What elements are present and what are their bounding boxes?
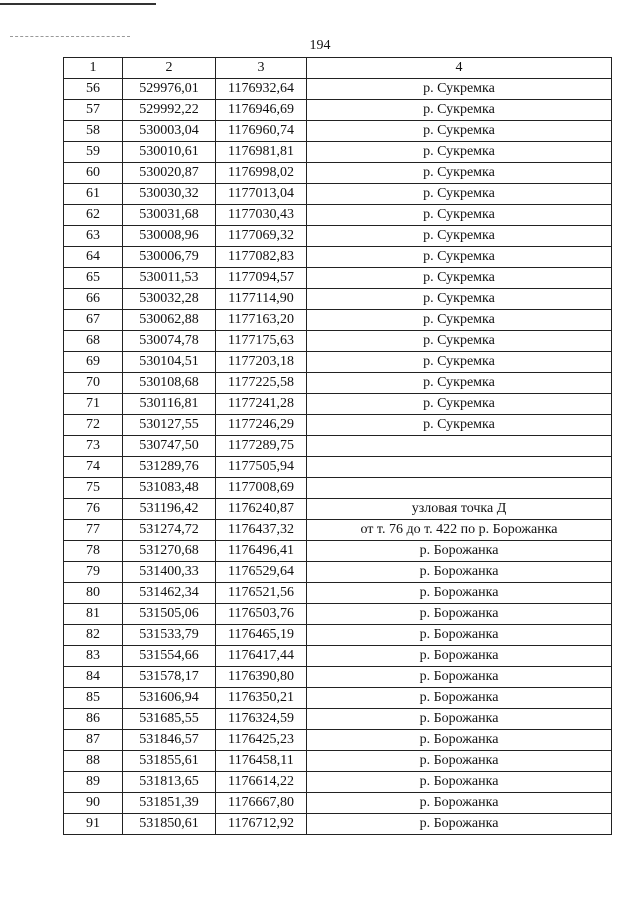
- cell-description: р. Борожанка: [307, 625, 612, 646]
- cell-x-coordinate: 531846,57: [123, 730, 216, 751]
- cell-x-coordinate: 530074,78: [123, 331, 216, 352]
- cell-x-coordinate: 530127,55: [123, 415, 216, 436]
- table-row: [64, 709, 612, 730]
- cell-x-coordinate: 531850,61: [123, 814, 216, 835]
- cell-y-coordinate: 1176960,74: [216, 121, 307, 142]
- cell-y-coordinate: 1176390,80: [216, 667, 307, 688]
- cell-description: р. Сукремка: [307, 247, 612, 268]
- cell-description: р. Борожанка: [307, 730, 612, 751]
- cell-point-number: 76: [64, 499, 123, 520]
- cell-x-coordinate: 530003,04: [123, 121, 216, 142]
- cell-y-coordinate: 1177203,18: [216, 352, 307, 373]
- cell-point-number: 65: [64, 268, 123, 289]
- table-body: [64, 79, 612, 835]
- cell-x-coordinate: 531400,33: [123, 562, 216, 583]
- cell-point-number: 89: [64, 772, 123, 793]
- cell-y-coordinate: 1177030,43: [216, 205, 307, 226]
- cell-y-coordinate: 1176417,44: [216, 646, 307, 667]
- table-row: [64, 100, 612, 121]
- cell-x-coordinate: 531855,61: [123, 751, 216, 772]
- table-row: [64, 331, 612, 352]
- column-header-x: 2: [123, 58, 216, 79]
- cell-description: р. Борожанка: [307, 751, 612, 772]
- page-number: 194: [309, 38, 331, 53]
- cell-x-coordinate: 531533,79: [123, 625, 216, 646]
- cell-description: р. Борожанка: [307, 709, 612, 730]
- cell-x-coordinate: 531462,34: [123, 583, 216, 604]
- cell-point-number: 75: [64, 478, 123, 499]
- cell-point-number: 63: [64, 226, 123, 247]
- table-row: [64, 562, 612, 583]
- cell-x-coordinate: 529992,22: [123, 100, 216, 121]
- column-header-y: 3: [216, 58, 307, 79]
- cell-point-number: 82: [64, 625, 123, 646]
- table-row: [64, 583, 612, 604]
- cell-point-number: 71: [64, 394, 123, 415]
- cell-point-number: 68: [64, 331, 123, 352]
- cell-y-coordinate: 1177013,04: [216, 184, 307, 205]
- cell-point-number: 70: [64, 373, 123, 394]
- cell-x-coordinate: 531606,94: [123, 688, 216, 709]
- table-row: [64, 520, 612, 541]
- cell-description: р. Сукремка: [307, 184, 612, 205]
- cell-point-number: 62: [64, 205, 123, 226]
- cell-point-number: 56: [64, 79, 123, 100]
- column-header-description: 4: [307, 58, 612, 79]
- cell-y-coordinate: 1176350,21: [216, 688, 307, 709]
- cell-x-coordinate: 530006,79: [123, 247, 216, 268]
- cell-y-coordinate: 1177094,57: [216, 268, 307, 289]
- cell-x-coordinate: 531505,06: [123, 604, 216, 625]
- cell-y-coordinate: 1176712,92: [216, 814, 307, 835]
- cell-description: р. Сукремка: [307, 142, 612, 163]
- cell-x-coordinate: 531851,39: [123, 793, 216, 814]
- table-row: [64, 163, 612, 184]
- cell-y-coordinate: 1176667,80: [216, 793, 307, 814]
- coordinates-table: [63, 57, 612, 835]
- table-row: [64, 751, 612, 772]
- cell-x-coordinate: 531289,76: [123, 457, 216, 478]
- cell-y-coordinate: 1176521,56: [216, 583, 307, 604]
- cell-description: р. Сукремка: [307, 79, 612, 100]
- table-row: [64, 793, 612, 814]
- table-row: [64, 541, 612, 562]
- cell-description: р. Борожанка: [307, 688, 612, 709]
- cell-y-coordinate: 1176458,11: [216, 751, 307, 772]
- cell-point-number: 60: [64, 163, 123, 184]
- cell-description: р. Борожанка: [307, 814, 612, 835]
- cell-point-number: 81: [64, 604, 123, 625]
- cell-y-coordinate: 1177289,75: [216, 436, 307, 457]
- table-row: [64, 457, 612, 478]
- cell-point-number: 69: [64, 352, 123, 373]
- cell-point-number: 66: [64, 289, 123, 310]
- cell-y-coordinate: 1177163,20: [216, 310, 307, 331]
- table-row: [64, 478, 612, 499]
- cell-x-coordinate: 530032,28: [123, 289, 216, 310]
- cell-description: р. Сукремка: [307, 100, 612, 121]
- table-row: [64, 310, 612, 331]
- cell-point-number: 72: [64, 415, 123, 436]
- header-dashed-rule: [10, 36, 130, 37]
- cell-y-coordinate: 1176529,64: [216, 562, 307, 583]
- cell-y-coordinate: 1176503,76: [216, 604, 307, 625]
- cell-y-coordinate: 1176998,02: [216, 163, 307, 184]
- cell-x-coordinate: 531083,48: [123, 478, 216, 499]
- table-row: [64, 352, 612, 373]
- cell-x-coordinate: 529976,01: [123, 79, 216, 100]
- cell-y-coordinate: 1176465,19: [216, 625, 307, 646]
- cell-y-coordinate: 1177008,69: [216, 478, 307, 499]
- cell-description: р. Борожанка: [307, 667, 612, 688]
- cell-y-coordinate: 1176324,59: [216, 709, 307, 730]
- table-row: [64, 436, 612, 457]
- cell-point-number: 87: [64, 730, 123, 751]
- table-row: [64, 604, 612, 625]
- cell-x-coordinate: 530020,87: [123, 163, 216, 184]
- cell-y-coordinate: 1176981,81: [216, 142, 307, 163]
- cell-description: [307, 478, 612, 499]
- cell-description: р. Борожанка: [307, 646, 612, 667]
- table-row: [64, 268, 612, 289]
- cell-point-number: 80: [64, 583, 123, 604]
- table-row: [64, 394, 612, 415]
- cell-description: р. Сукремка: [307, 310, 612, 331]
- cell-point-number: 73: [64, 436, 123, 457]
- table-row: [64, 289, 612, 310]
- cell-y-coordinate: 1177241,28: [216, 394, 307, 415]
- cell-point-number: 61: [64, 184, 123, 205]
- header-rule: [0, 3, 156, 5]
- cell-x-coordinate: 530108,68: [123, 373, 216, 394]
- cell-description: р. Борожанка: [307, 583, 612, 604]
- cell-y-coordinate: 1177175,63: [216, 331, 307, 352]
- cell-point-number: 78: [64, 541, 123, 562]
- cell-point-number: 57: [64, 100, 123, 121]
- cell-description: [307, 436, 612, 457]
- cell-y-coordinate: 1176425,23: [216, 730, 307, 751]
- table-row: [64, 121, 612, 142]
- table-row: [64, 772, 612, 793]
- cell-y-coordinate: 1176437,32: [216, 520, 307, 541]
- cell-description: р. Борожанка: [307, 541, 612, 562]
- cell-point-number: 64: [64, 247, 123, 268]
- cell-x-coordinate: 530011,53: [123, 268, 216, 289]
- cell-y-coordinate: 1177505,94: [216, 457, 307, 478]
- cell-description: р. Борожанка: [307, 604, 612, 625]
- cell-x-coordinate: 530062,88: [123, 310, 216, 331]
- cell-x-coordinate: 530747,50: [123, 436, 216, 457]
- cell-x-coordinate: 530010,61: [123, 142, 216, 163]
- cell-description: р. Сукремка: [307, 163, 612, 184]
- cell-point-number: 88: [64, 751, 123, 772]
- cell-x-coordinate: 530030,32: [123, 184, 216, 205]
- table-row: [64, 226, 612, 247]
- cell-description: р. Сукремка: [307, 226, 612, 247]
- cell-y-coordinate: 1177114,90: [216, 289, 307, 310]
- cell-point-number: 58: [64, 121, 123, 142]
- cell-x-coordinate: 530008,96: [123, 226, 216, 247]
- cell-point-number: 90: [64, 793, 123, 814]
- cell-y-coordinate: 1177225,58: [216, 373, 307, 394]
- cell-y-coordinate: 1176240,87: [216, 499, 307, 520]
- cell-y-coordinate: 1176496,41: [216, 541, 307, 562]
- cell-description: р. Сукремка: [307, 289, 612, 310]
- cell-y-coordinate: 1177082,83: [216, 247, 307, 268]
- cell-x-coordinate: 531270,68: [123, 541, 216, 562]
- cell-x-coordinate: 531578,17: [123, 667, 216, 688]
- table-row: [64, 667, 612, 688]
- table-row: [64, 499, 612, 520]
- cell-y-coordinate: 1177069,32: [216, 226, 307, 247]
- cell-description: р. Борожанка: [307, 793, 612, 814]
- cell-point-number: 74: [64, 457, 123, 478]
- cell-x-coordinate: 531274,72: [123, 520, 216, 541]
- table-row: [64, 814, 612, 835]
- cell-point-number: 84: [64, 667, 123, 688]
- table-row: [64, 415, 612, 436]
- cell-description: р. Сукремка: [307, 394, 612, 415]
- cell-x-coordinate: 530104,51: [123, 352, 216, 373]
- cell-point-number: 86: [64, 709, 123, 730]
- table-row: [64, 247, 612, 268]
- table-row: [64, 646, 612, 667]
- cell-y-coordinate: 1176614,22: [216, 772, 307, 793]
- cell-x-coordinate: 531685,55: [123, 709, 216, 730]
- table-row: [64, 79, 612, 100]
- table-row: [64, 184, 612, 205]
- cell-x-coordinate: 531196,42: [123, 499, 216, 520]
- cell-description: р. Сукремка: [307, 268, 612, 289]
- cell-y-coordinate: 1176946,69: [216, 100, 307, 121]
- cell-description: от т. 76 до т. 422 по р. Борожанка: [307, 520, 612, 541]
- cell-description: р. Борожанка: [307, 562, 612, 583]
- cell-point-number: 91: [64, 814, 123, 835]
- cell-point-number: 85: [64, 688, 123, 709]
- cell-point-number: 59: [64, 142, 123, 163]
- cell-description: р. Сукремка: [307, 415, 612, 436]
- column-header-point-number: 1: [64, 58, 123, 79]
- cell-description: р. Сукремка: [307, 373, 612, 394]
- cell-x-coordinate: 531554,66: [123, 646, 216, 667]
- table-row: [64, 142, 612, 163]
- cell-x-coordinate: 531813,65: [123, 772, 216, 793]
- cell-y-coordinate: 1176932,64: [216, 79, 307, 100]
- table-row: [64, 205, 612, 226]
- cell-point-number: 79: [64, 562, 123, 583]
- cell-description: [307, 457, 612, 478]
- cell-point-number: 77: [64, 520, 123, 541]
- cell-description: р. Сукремка: [307, 331, 612, 352]
- cell-description: р. Сукремка: [307, 205, 612, 226]
- cell-description: р. Сукремка: [307, 121, 612, 142]
- cell-x-coordinate: 530116,81: [123, 394, 216, 415]
- table-row: [64, 625, 612, 646]
- cell-x-coordinate: 530031,68: [123, 205, 216, 226]
- cell-description: узловая точка Д: [307, 499, 612, 520]
- cell-point-number: 67: [64, 310, 123, 331]
- cell-description: р. Сукремка: [307, 352, 612, 373]
- table-header-row: [64, 58, 612, 79]
- table-row: [64, 730, 612, 751]
- cell-y-coordinate: 1177246,29: [216, 415, 307, 436]
- table-row: [64, 373, 612, 394]
- table-row: [64, 688, 612, 709]
- cell-point-number: 83: [64, 646, 123, 667]
- cell-description: р. Борожанка: [307, 772, 612, 793]
